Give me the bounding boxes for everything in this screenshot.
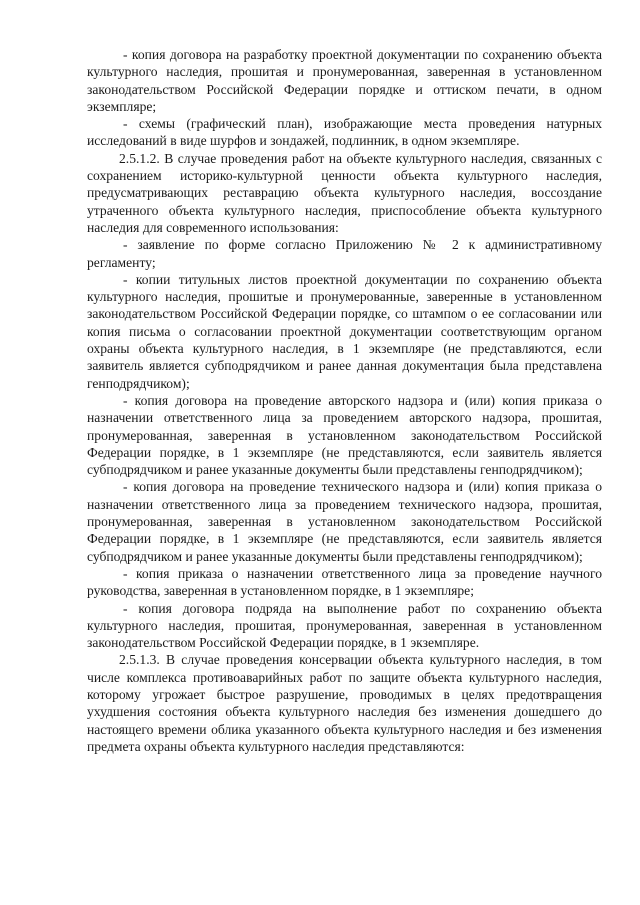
paragraph-section-2-5-1-3: 2.5.1.3. В случае проведения консервации объекта культурного наследия, в том числе комплекса противоаварийных работ по защите объекта культурного наследия, которому угрожает быстрое разрушение, проводимых в целях предотвращения ухудшения состояния объекта культурного наследия без изменения дошедшего до настоящего времени облика указанного объекта культурного наследия и без изменения предмета охраны объекта культурного наследия представляются:: [87, 652, 602, 754]
paragraph-author-supervision: - копия договора на проведение авторского надзора и (или) копия приказа о назначении ответственного лица за проведением авторского надзора, прошитая, пронумерованная, заверенная в установленном законодательством Российской Федерации порядке, в 1 экземпляре (не представляются, если заявитель является субподрядчиком и ранее указанные документы были представлены генподрядчиком);: [87, 392, 602, 478]
paragraph-field-survey-schemes: - схемы (графический план), изображающие места проведения натурных исследований в виде шурфов и зондажей, подлинник, в одном экземпляре.: [87, 116, 602, 149]
paragraph-scientific-guidance: - копия приказа о назначении ответственного лица за проведение научного руководства, заверенная в установленном порядке, в 1 экземпляре;: [87, 565, 602, 599]
paragraph-title-sheets-copies: - копии титульных листов проектной документации по сохранению объекта культурного наследия, прошитые и пронумерованные, заверенные в установленном законодательством Российской Федерации порядке, со штампом о ее согласовании или копия письма о согласовании проектной документации соответствующим органом охраны объекта культурного наследия, в 1 экземпляре (не представляются, если заявитель является субподрядчиком и ранее данная документация была представлена генподрядчиком);: [87, 271, 602, 391]
paragraph-application-form: - заявление по форме согласно Приложению № 2 к административному регламенту;: [87, 237, 602, 270]
paragraph-project-contract-copy: - копия договора на разработку проектной документации по сохранению объекта культурного наследия, прошитая и пронумерованная, заверенная в установленном законодательством Российской Федерации порядке и оттиском печати, в одном экземпляре;: [87, 47, 602, 114]
paragraph-technical-supervision: - копия договора на проведение технического надзора и (или) копия приказа о назначении ответственного лица за проведением технического надзора, прошитая, пронумерованная, заверенная в установленном законодательством Российской Федерации порядке, в 1 экземпляре (не представляются, если заявитель является субподрядчиком и ранее указанные документы были представлены генподрядчиком);: [87, 479, 602, 564]
paragraph-section-2-5-1-2: 2.5.1.2. В случае проведения работ на объекте культурного наследия, связанных с сохранением историко-культурной ценности объекта культурного наследия, предусматривающих реставрацию объекта культурного наследия, воссоздание утраченного объекта культурного наследия, приспособление объекта культурного наследия для современного использования:: [87, 150, 602, 235]
document-page: [87, 46, 602, 755]
paragraph-contract-agreement: - копия договора подряда на выполнение работ по сохранению объекта культурного наследия, прошитая, пронумерованная, заверенная в установленном законодательством Российской Федерации порядке, в 1 экземпляре.: [87, 600, 602, 651]
